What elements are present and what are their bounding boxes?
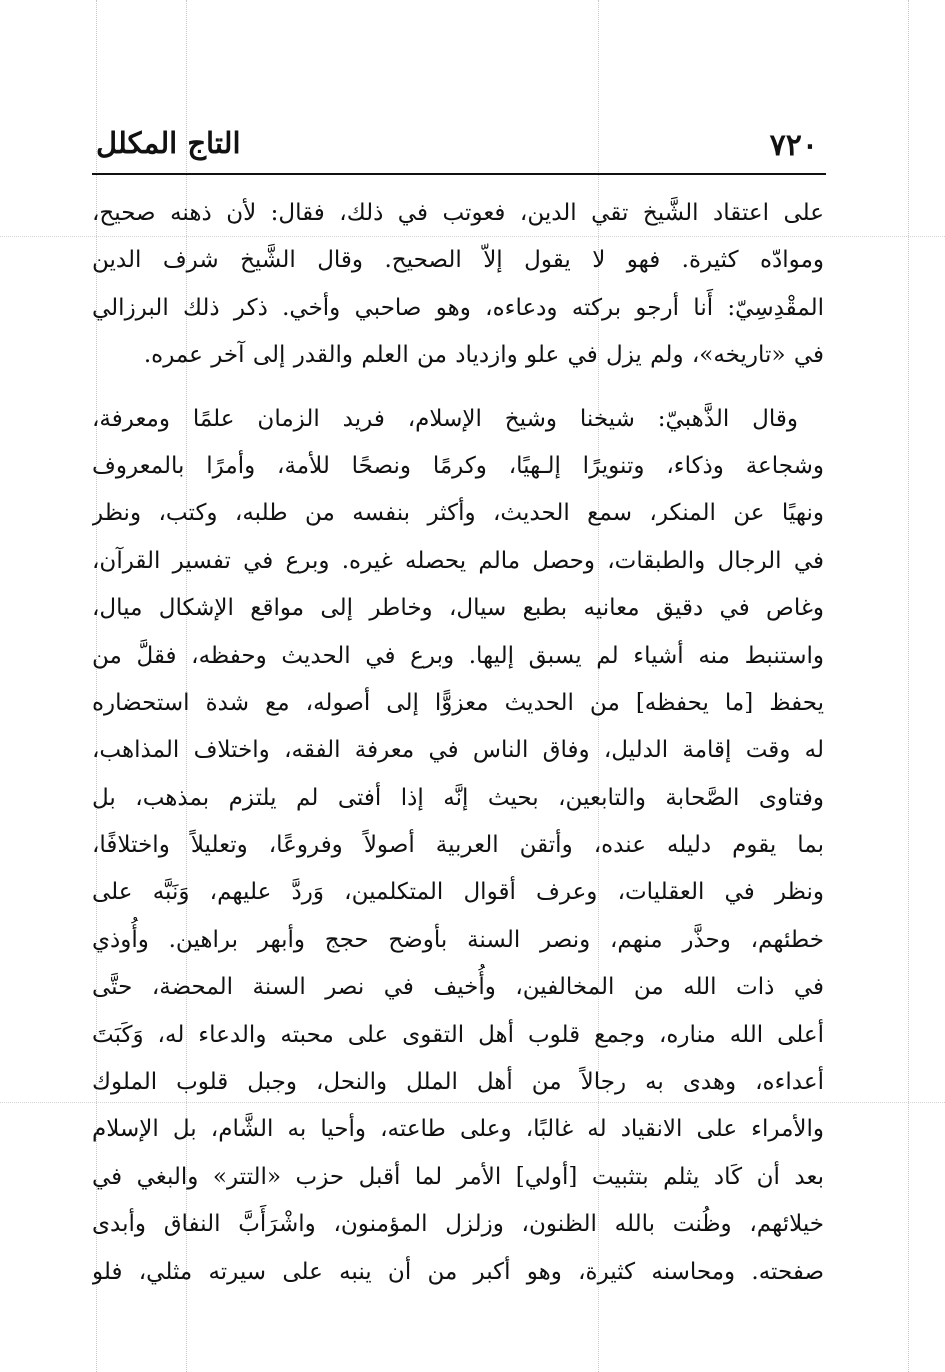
text-line: وشجاعة وذكاء، وتنويرًا إلـهيًا، وكرمًا ونصحًا للأمة، وأمرًا بالمعروف (92, 452, 824, 479)
text-line: والأمراء على الانقياد له غالبًا، وعلى طاعته، وأحيا به الشَّام، بل الإسلام (92, 1116, 824, 1143)
text-line: واستنبط منه أشياء لم يسبق إليها. وبرع في الحديث وحفظه، فقلَّ من (92, 642, 824, 669)
paragraph (92, 396, 824, 1296)
text-line: له وقت إقامة الدليل، وفاق الناس في معرفة الفقه، واختلاف المذاهب، (92, 737, 824, 764)
text-line: وفتاوى الصَّحابة والتابعين، بحيث إنَّه إذا أفتى لم يلتزم بمذهب، بل (92, 784, 824, 811)
text-line: وقال الذَّهبيّ: شيخنا وشيخ الإسلام، فريد الزمان علمًا ومعرفة، (92, 405, 798, 432)
text-line: أعداءه، وهدى به رجالاً من أهل الملل والنحل، وجبل قلوب الملوك (92, 1069, 824, 1096)
text-line: صفحته. ومحاسنه كثيرة، وهو أكبر من أن ينبه على سيرته مثلي، فلو (92, 1258, 824, 1285)
paragraph (92, 190, 824, 380)
text-line: وموادّه كثيرة. فهو لا يقول إلاّ الصحيح. وقال الشَّيخ شرف الدين (92, 247, 824, 274)
text-line: يحفظ [ما يحفظه] من الحديث معزوًّا إلى أصوله، مع شدة استحضاره (92, 689, 824, 716)
text-line: خيلائهم، وظُنت بالله الظنون، وزلزل المؤمنون، واشْرَأَبَّ النفاق وأبدى (92, 1211, 824, 1238)
text-line: في الرجال والطبقات، وحصل مالم يحصله غيره. وبرع في تفسير القرآن، (92, 547, 824, 574)
text-line: في «تاريخه»، ولم يزل في علو وازدياد من العلم والقدر إلى آخر عمره. (143, 342, 824, 369)
running-title: التاج المكلل (96, 126, 241, 160)
text-line: بما يقوم دليله عنده، وأتقن العربية أصولاً وفروعًا، وتعليلاً واختلافًا، (92, 832, 824, 859)
text-line: المقْدِسِيّ: أَنا أرجو بركته ودعاءه، وهو صاحبي وأخي. ذكر ذلك البرزالي (92, 294, 824, 321)
page-number: ٧٢٠ (769, 128, 818, 163)
text-line: ونهيًا عن المنكر، سمع الحديث، وأكثر بنفسه من طلبه، وكتب، ونظر (92, 500, 824, 527)
text-line: ونظر في العقليات، وعرف أقوال المتكلمين، وَردَّ عليهم، وَنَبَّه على (92, 879, 824, 906)
body-text (92, 190, 824, 1296)
text-line: في ذات الله من المخالفين، وأُخيف في نصر السنة المحضة، حتَّى (92, 974, 824, 1001)
text-line: خطئهم، وحذَّر منهم، ونصر السنة بأوضح حجج وأبهر براهين. وأُوذي (92, 926, 824, 953)
text-line: وغاص في دقيق معانيه بطبع سيال، وخاطر إلى مواقع الإشكال ميال، (92, 595, 824, 622)
text-line: على اعتقاد الشَّيخ تقي الدين، فعوتب في ذلك، فقال: لأن ذهنه صحيح، (92, 200, 824, 226)
text-line: بعد أن كَاد يثلم بتثبيت [أولي] الأمر لما أقبل حزب «التتر» والبغي في (92, 1163, 824, 1190)
header-rule (92, 173, 826, 175)
page-header (92, 122, 826, 174)
text-line: أعلى الله مناره، وجمع قلوب أهل التقوى على محبته والدعاء له، وَكَبَتَ (92, 1021, 824, 1048)
scan-guide-line (908, 0, 909, 1372)
